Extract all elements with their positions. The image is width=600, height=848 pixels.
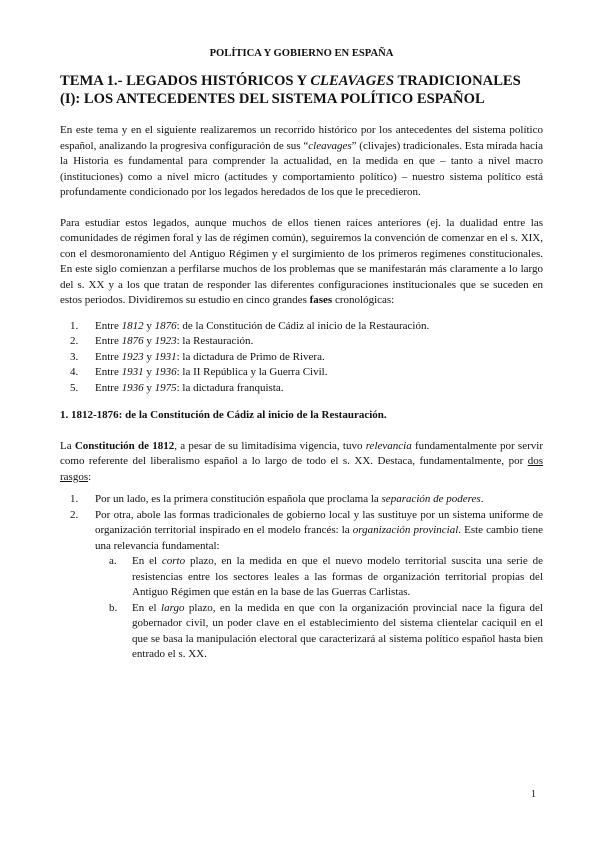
period-item: 4. Entre 1931 y 1936: la II República y la Guerra Civil.: [70, 366, 328, 378]
intro-paragraph: [60, 123, 543, 201]
legacies-text: Para estudiar estos legados, aunque muchos de ellos tienen raíces anteriores (ej. la dualidad entre las comunidades de régimen foral y las de régimen común), seguiremos la convención de comenzar en el s. XIX, con el desmoronamiento del Antiguo Régimen y el surgimiento de los primeros regímenes constitucionales. En este siglo comienzan a perfilarse muchos de los problemas que se manifestarán más claramente a lo largo del s. XX y a los que tratan de responder las diferentes configuraciones institucionales que se suceden en estos periodos. Dividiremos su estudio en cinco grandes: [60, 216, 543, 306]
page-number: 1: [531, 789, 536, 800]
consequence-item: a. En el corto plazo, en la medida en que el nuevo modelo territorial suscita una serie de resistencias entre los sectores leales a las formas de organización territorial propias del Antiguo Régimen que están en la base de las Guerras Carlistas.: [109, 555, 543, 598]
constitution-bold: Constitución de 1812: [74, 439, 175, 452]
constitution-paragraph: La Constitución de 1812, a pesar de su limitadísima vigencia, tuvo relevancia fundamentalmente por servir como referente del liberalismo español a lo largo de todo el s. XX. Destaca, fundamentalmente, por dos rasgos:: [60, 439, 543, 483]
period-item: 3. Entre 1923 y 1931: la dictadura de Primo de Rivera.: [70, 350, 325, 363]
intro-text-1: En este tema y en el siguiente realizaremos un recorrido histórico por los antecedentes del sistema político español, analizando la progresiva configuración de sus “: [60, 124, 543, 152]
section-heading: 1. 1812-1876: de la Constitución de Cádiz al inicio de la Restauración.: [60, 409, 387, 421]
consequence-item: b. En el largo plazo, en la medida en que con la organización provincial nace la figura del gobernador civil, un poder clave en el establecimiento del sistema clientelar caciquil en el que se basa la manipulación electoral que caracterizará al sistema político español hasta bien entrado el s. XX.: [109, 601, 543, 660]
periods-list: [60, 319, 543, 397]
legacies-bold: fases: [309, 294, 333, 306]
intro-text-2: ” (clivajes) tradicionales. Esta mirada hacia la Historia es fundamental para comprender la actualidad, en la medida en que – tanto a nivel macro (instituciones) como a nivel micro (actitudes y comportamiento político) – nuestro sistema político está profundamente condicionado por los legados heredados de los que le precedieron.: [60, 139, 543, 198]
feature-item: 1. Por un lado, es la primera constitución española que proclama la separación de poderes.: [70, 493, 484, 505]
intro-italic: cleavages: [308, 139, 352, 152]
chapter-title: [60, 72, 543, 108]
period-item: 2. Entre 1876 y 1923: la Restauración.: [70, 335, 254, 347]
features-list: [60, 492, 543, 663]
running-title: POLÍTICA Y GOBIERNO EN ESPAÑA: [209, 48, 394, 59]
title-text-1: TEMA 1.- LEGADOS HISTÓRICOS Y: [60, 73, 311, 89]
legacies-end: cronológicas:: [332, 294, 395, 306]
underlined-text: dos rasgos: [60, 455, 543, 483]
period-item: 5. Entre 1936 y 1975: la dictadura franquista.: [70, 381, 284, 394]
title-italic: CLEAVAGES: [310, 73, 395, 89]
consequences-list: [95, 554, 543, 663]
feature-item: 2. Por otra, abole las formas tradicionales de gobierno local y las sustituye por un sistema uniforme de organización territorial inspirado en el modelo francés: la organización provincial. Este cambio tiene una relevancia fundamental: a. En el corto plazo, en la medida en que el nuevo modelo territorial suscita una serie de resistencias entre los sectores leales a las formas de organización territorial propias del Antiguo Régimen que están en la base de las Guerras Carlistas. b. En el largo plazo, en la medida en que con la organización provincial nace la figura del gobernador civil, un poder clave en el establecimiento del sistema clientelar caciquil en el que se basa la manipulación electoral que caracterizará al sistema político español hasta bien entrado el s. XX.: [60, 508, 543, 663]
title-text-2: TRADICIONALES (I): LOS ANTECEDENTES DEL SISTEMA POLÍTICO ESPAÑOL: [60, 73, 521, 107]
legacies-paragraph: [60, 216, 543, 309]
period-item: 1. Entre 1812 y 1876: de la Constitución de Cádiz al inicio de la Restauración.: [70, 319, 430, 332]
document-page: [60, 48, 543, 663]
